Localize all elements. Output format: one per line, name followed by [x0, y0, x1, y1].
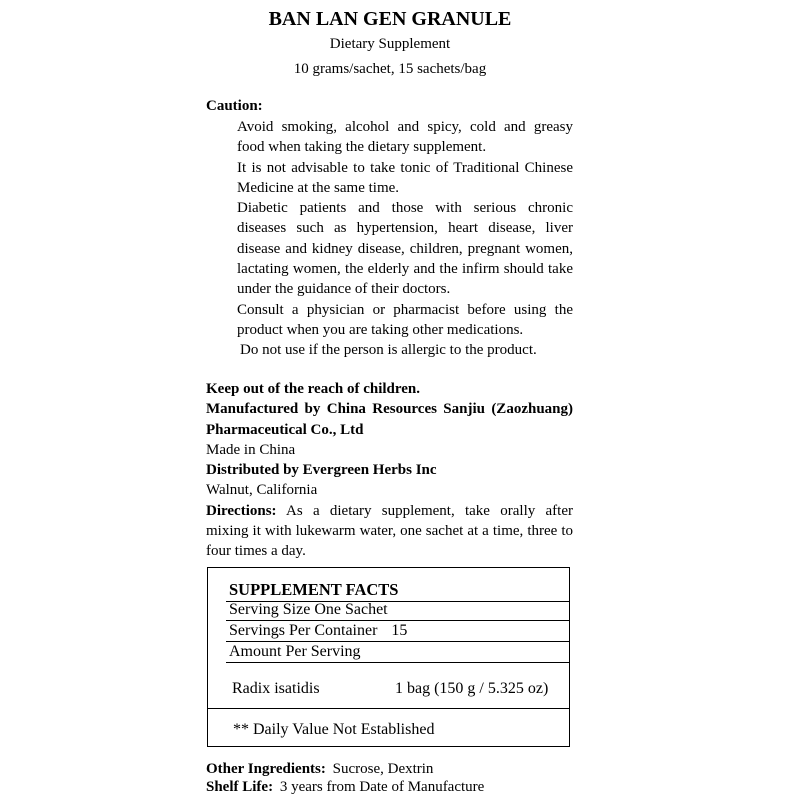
made-in: Made in China [206, 441, 296, 458]
directions-label: Directions: [206, 502, 277, 519]
daily-value-note: ** Daily Value Not Established [233, 721, 435, 738]
other-ingredients [206, 761, 433, 778]
directions [206, 501, 573, 562]
servings-label: Servings Per Container [229, 622, 378, 639]
divider [208, 708, 569, 709]
shelf-life-label: Shelf Life: [206, 779, 274, 795]
supplement-facts-heading: SUPPLEMENT FACTS [229, 580, 399, 599]
product-subtitle: Dietary Supplement [329, 36, 451, 52]
directions-text: As a dietary supplement, take orally after mixing it with lukewarm water, one sachet at a time, three to four times a day. [206, 502, 573, 560]
serving-size: Serving Size One Sachet [229, 601, 388, 618]
caution-item: Consult a physician or pharmacist before using the product when you are taking other medications. [237, 301, 573, 338]
divider [226, 662, 570, 663]
ingredient-amount: 1 bag (150 g / 5.325 oz) [395, 680, 549, 697]
caution-list [206, 117, 573, 361]
other-ingredients-value: Sucrose, Dextrin [332, 761, 434, 777]
distributor: Distributed by Evergreen Herbs Inc [206, 462, 437, 479]
shelf-life [206, 779, 484, 796]
caution-item: Diabetic patients and those with serious chronic diseases such as hypertension, heart disease, liver disease and kidney disease, children, pregnant women, lactating women, the elderly and the infirm should take under the guidance of their doctors. [237, 200, 573, 298]
caution-item: Avoid smoking, alcohol and spicy, cold and greasy food when taking the dietary supplement. [237, 119, 573, 156]
servings-value: 15 [391, 622, 408, 639]
other-ingredients-label: Other Ingredients: [206, 761, 326, 777]
caution-item: It is not advisable to take tonic of Traditional Chinese Medicine at the same time. [237, 159, 573, 196]
product-title: BAN LAN GEN GRANULE [268, 8, 512, 30]
supplement-facts-panel [207, 567, 570, 747]
servings-per-container [226, 621, 570, 641]
distributor-location: Walnut, California [206, 482, 318, 499]
caution-heading: Caution: [206, 98, 263, 114]
info-block [206, 379, 573, 562]
package-size: 10 grams/sachet, 15 sachets/bag [293, 61, 487, 77]
manufacturer: Manufactured by China Resources Sanjiu (Zaozhuang) Pharmaceutical Co., Ltd [206, 401, 573, 438]
caution-item: Do not use if the person is allergic to the product. [240, 342, 537, 359]
amount-per-serving: Amount Per Serving [229, 643, 361, 660]
keep-out-warning: Keep out of the reach of children. [206, 381, 421, 397]
shelf-life-value: 3 years from Date of Manufacture [279, 779, 485, 795]
ingredient-name: Radix isatidis [232, 680, 320, 697]
